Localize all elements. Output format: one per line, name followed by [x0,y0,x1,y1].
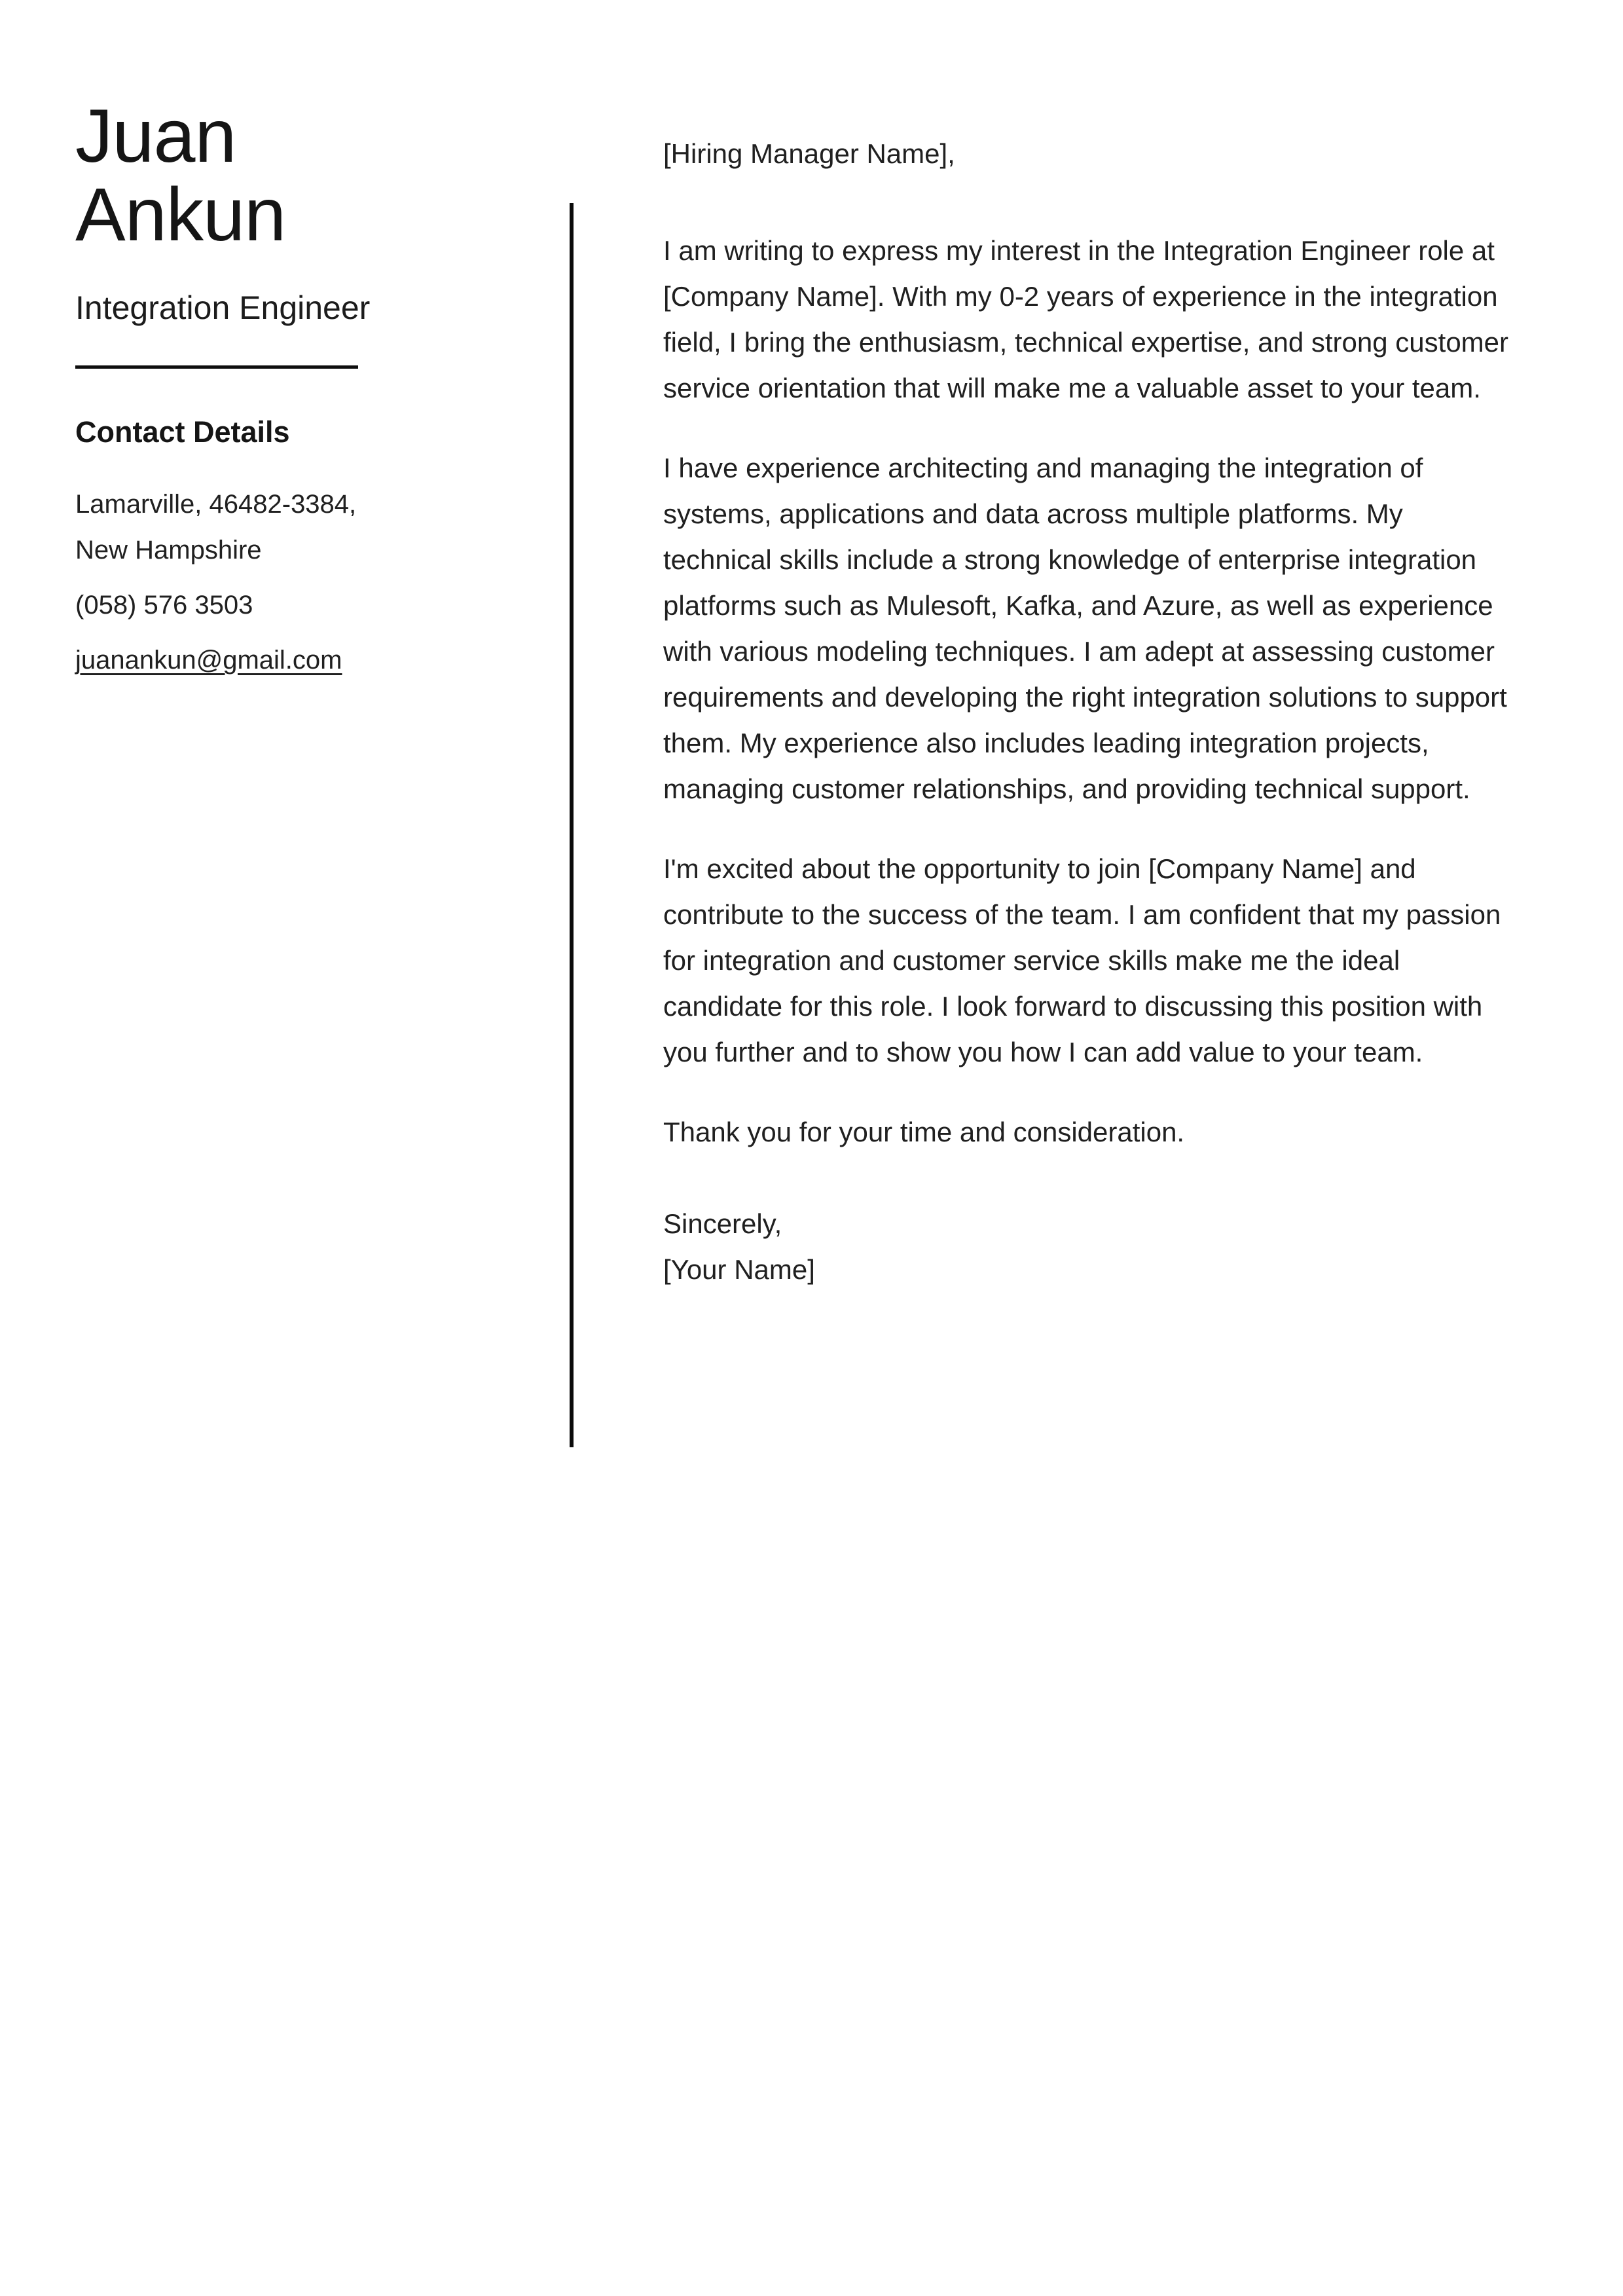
closing-salutation: Sincerely, [663,1208,782,1239]
letter-body [663,131,1509,1293]
address [75,481,494,573]
phone-number: (058) 576 3503 [75,591,253,620]
vertical-divider [570,203,574,1447]
signature-placeholder: [Your Name] [663,1254,815,1285]
candidate-first-name: Juan [75,94,236,178]
job-title: Integration Engineer [75,289,371,326]
email-link[interactable]: juanankun@gmail.com [75,646,342,675]
closing-block [663,1201,1509,1293]
letter-paragraph-2: I have experience architecting and managing the integration of systems, applications and data across multiple platforms. My technical skills include a strong knowledge of enterprise integration platforms such as Mulesoft, Kafka, and Azure, as well as experience with various modeling techniques. I am adept at assessing customer requirements and developing the right integration solutions to support them. My experience also includes leading integration projects, managing customer relationships, and providing technical support. [663,453,1507,804]
address-line-2: New Hampshire [75,536,262,565]
address-line-1: Lamarville, 46482-3384, [75,490,357,519]
email-row [75,637,494,683]
greeting: [Hiring Manager Name], [663,138,955,169]
thank-you-line: Thank you for your time and consideration. [663,1117,1185,1147]
letter-paragraph-1: I am writing to express my interest in the Integration Engineer role at [Company Name]. With my 0-2 years of experience in the integration field, I bring the enthusiasm, technical expertise, and strong customer service orientation that will make me a valuable asset to your team. [663,235,1509,403]
candidate-last-name: Ankun [75,173,286,257]
letter-paragraph-3: I'm excited about the opportunity to join [Company Name] and contribute to the success of the team. I am confident that my passion for integration and customer service skills make me the ideal candidate for this role. I look forward to discussing this position with you further and to show you how I can add value to your team. [663,853,1501,1067]
candidate-name [75,94,494,257]
contact-details-heading: Contact Details [75,415,290,449]
sidebar [75,94,494,683]
sidebar-divider [75,365,358,369]
